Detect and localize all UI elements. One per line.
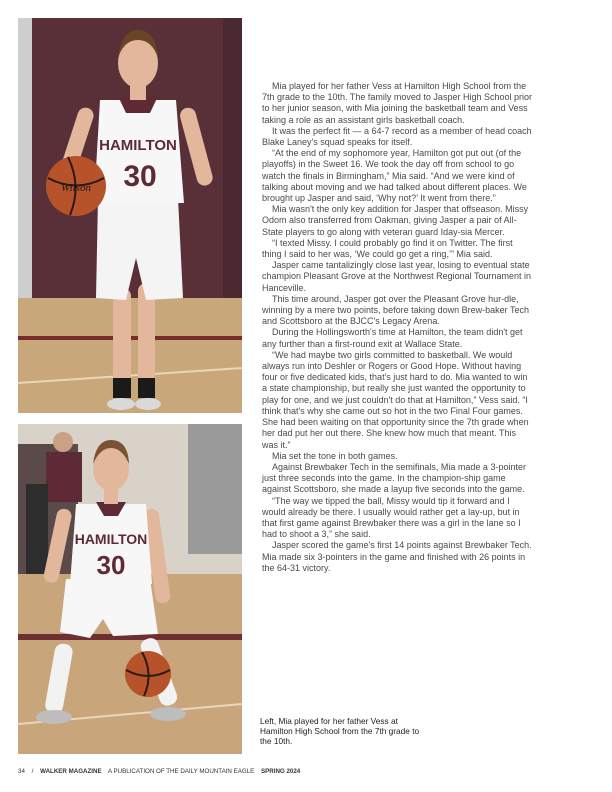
article-paragraph: “The way we tipped the ball, Missy would tip it forward and I would already be there. I usually would rather get a lay-up, but in that first game against Brewbaker there was a girl in the lane so I had to shoot a 3,” she said. <box>262 495 521 540</box>
photo-player-crouching <box>18 424 242 754</box>
photo-bottom-illustration <box>18 424 242 754</box>
article-paragraph: Mia set the tone in both games. <box>272 450 398 461</box>
article-paragraph: Against Brewbaker Tech in the semifinals, Mia made a 3-pointer just three seconds into the game. In the champion-ship game against Scottsboro, she made a layup five seconds into the game. <box>262 461 526 495</box>
footer-separator: / <box>31 768 34 775</box>
magazine-name: WALKER MAGAZINE <box>40 768 102 775</box>
article-body <box>262 81 532 574</box>
article-paragraph: Jasper came tantalizingly close last year, losing to eventual state champion Pleasant Grove at the Northwest Regional Tournament in Hanceville. <box>262 260 531 293</box>
article-paragraph: “We had maybe two girls committed to basketball. We would always run into Deshler or Rogers or Good Hope. Without having four or five dedicated kids, that's just hard to do. Mia wanted to win a state championship, but really she just wanted the opportunity to play for one, and we just couldn't do that at Hamilton,” Vess said. “I think that's why she came out so hot in the two Final Four games. She had been waiting on that opportunity since the 7th grade when her dad put her out there. She knew how much that meant. This was it.” <box>262 349 529 450</box>
jersey-text-bottom: HAMILTON <box>74 531 148 547</box>
jersey-number-top: 30 <box>123 160 157 193</box>
article-paragraph: It was the perfect fit — a 64-7 record as a member of head coach Blake Laney's squad speaks for itself. <box>262 125 532 148</box>
issue-label: SPRING 2024 <box>261 768 301 775</box>
article-paragraph: Jasper scored the game's first 14 points against Brewbaker Tech. Mia made six 3-pointers in the game and finished with 26 points in the 64-31 victory. <box>262 540 532 573</box>
ball-brand-text: Wilson <box>61 182 91 194</box>
jersey-number-bottom: 30 <box>96 550 126 580</box>
photo-top-illustration <box>18 18 242 413</box>
publication-line: A PUBLICATION OF THE DAILY MOUNTAIN EAGLE <box>108 768 255 775</box>
jersey-text-top: HAMILTON <box>99 137 177 154</box>
page-footer <box>18 768 305 775</box>
photo-player-dribbling <box>18 18 242 413</box>
article-paragraph: Mia played for her father Vess at Hamilton High School from the 7th grade to the 10th. The family moved to Jasper High School prior to her junior season, with Mia joining the basketball team and Vess taking a role as an assistant girls basketball coach. <box>262 81 532 125</box>
article-paragraph: Mia wasn't the only key addition for Jasper that offseason. Missy Odom also transferred from Oakman, giving Jasper a pair of All-State players to go along with veteran guard Iday-sia Mercer. <box>262 204 529 237</box>
photo-caption: Left, Mia played for her father Vess at Hamilton High School from the 7th grade to the 10th. <box>260 716 420 746</box>
article-paragraph: This time around, Jasper got over the Pleasant Grove hur-dle, winning by a mere two points, before taking down Brew-baker Tech and Scottsboro at the BJCC's Legacy Arena. <box>262 293 529 327</box>
page-number: 34 <box>18 768 25 775</box>
article-paragraph: “I texted Missy. I could probably go find it on Twitter. The first thing I said to her was, ‘We could go get a ring,’” Mia said. <box>262 237 513 260</box>
article-paragraph: During the Hollingsworth's time at Hamilton, the team didn't get any further than a first-round exit at Wallace State. <box>262 327 523 349</box>
article-paragraph: “At the end of my sophomore year, Hamilton got put out (of the playoffs) in the Sweet 16. We took the day off from school to go watch the finals in Birmingham,” Mia said. “And we were kind of talking about moving and we had talked about different places. We brought up Jasper and said, ‘Why not?’ It went from there.” <box>262 148 527 204</box>
